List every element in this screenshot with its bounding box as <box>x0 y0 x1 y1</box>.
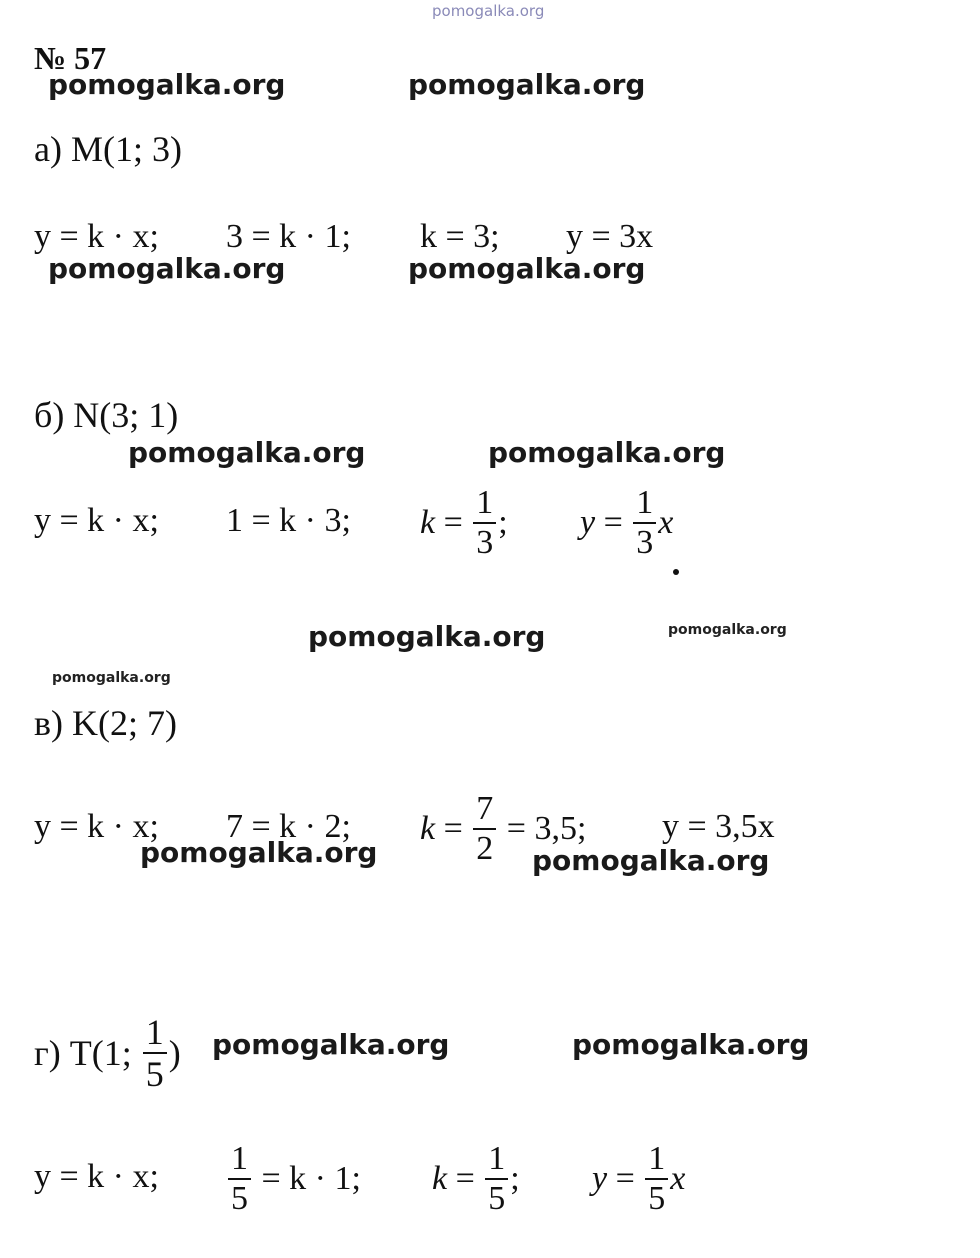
denominator: 3 <box>476 524 494 561</box>
stray-dot <box>673 569 679 575</box>
part-v-eq1: y = k · x; <box>34 808 159 845</box>
watermark: pomogalka.org <box>140 836 378 869</box>
part-g-label <box>34 1014 181 1092</box>
part-a-eq1: y = k · x; <box>34 218 159 255</box>
watermark: pomogalka.org <box>52 670 171 686</box>
watermark: pomogalka.org <box>308 620 546 653</box>
watermark: pomogalka.org <box>668 622 787 638</box>
denominator: 5 <box>231 1180 248 1217</box>
part-v-eq4: y = 3,5x <box>662 808 775 845</box>
part-b-k: k = $\frac{1}{3}$ ; <box>420 484 508 561</box>
numerator: 1 <box>633 486 656 524</box>
problem-number: № 57 <box>34 40 107 76</box>
watermark: pomogalka.org <box>572 1028 810 1061</box>
part-g-k: k = $\frac{1}{5}$ ; <box>432 1140 520 1217</box>
denominator: 5 <box>648 1180 666 1217</box>
fraction <box>143 1014 167 1092</box>
fraction <box>473 792 496 866</box>
watermark: pomogalka.org <box>408 68 646 101</box>
denominator: 5 <box>488 1180 506 1217</box>
numerator: 1 <box>143 1014 167 1054</box>
eq2-rest: = k · 1; <box>261 1160 361 1197</box>
numerator: 1 <box>473 486 496 524</box>
numerator: 1 <box>645 1142 668 1180</box>
watermark: pomogalka.org <box>48 68 286 101</box>
part-g-eq1: y = k · x; <box>34 1158 159 1195</box>
label-prefix: г) T(1; <box>34 1033 132 1073</box>
watermark: pomogalka.org <box>532 844 770 877</box>
fraction <box>633 486 656 560</box>
denominator: 3 <box>636 524 654 561</box>
part-b-y: y = $\frac{1}{3}$ x <box>580 484 674 561</box>
fraction <box>473 486 496 560</box>
numerator: 1 <box>228 1142 251 1180</box>
denominator: 2 <box>476 830 494 867</box>
part-b-eq2: 1 = k · 3; <box>226 502 351 539</box>
watermark: pomogalka.org <box>212 1028 450 1061</box>
fraction <box>645 1142 668 1216</box>
numerator: 1 <box>485 1142 508 1180</box>
part-g-y: y = $\frac{1}{5}$ x <box>592 1140 686 1217</box>
fraction <box>228 1142 251 1216</box>
part-a-eq2: 3 = k · 1; <box>226 218 351 255</box>
numerator: 7 <box>473 792 496 830</box>
part-v-eq2: 7 = k · 2; <box>226 808 351 845</box>
part-v-label: в) K(2; 7) <box>34 703 177 743</box>
part-a-label: а) M(1; 3) <box>34 129 182 169</box>
fraction <box>485 1142 508 1216</box>
site-header: pomogalka.org <box>432 2 545 20</box>
part-b-eq1: y = k · x; <box>34 502 159 539</box>
watermark: pomogalka.org <box>408 252 646 285</box>
label-suffix: ) <box>168 1033 181 1073</box>
part-a-eq3: k = 3; <box>420 218 500 255</box>
part-b-label: б) N(3; 1) <box>34 395 179 435</box>
part-a-eq4: y = 3x <box>566 218 654 255</box>
watermark: pomogalka.org <box>128 436 366 469</box>
k-value: = 3,5; <box>506 810 587 847</box>
watermark: pomogalka.org <box>48 252 286 285</box>
denominator: 5 <box>145 1054 164 1094</box>
part-v-k: k = $\frac{7}{2}$ = 3,5; <box>420 790 587 867</box>
watermark: pomogalka.org <box>488 436 726 469</box>
part-g-eq2 <box>226 1142 361 1216</box>
